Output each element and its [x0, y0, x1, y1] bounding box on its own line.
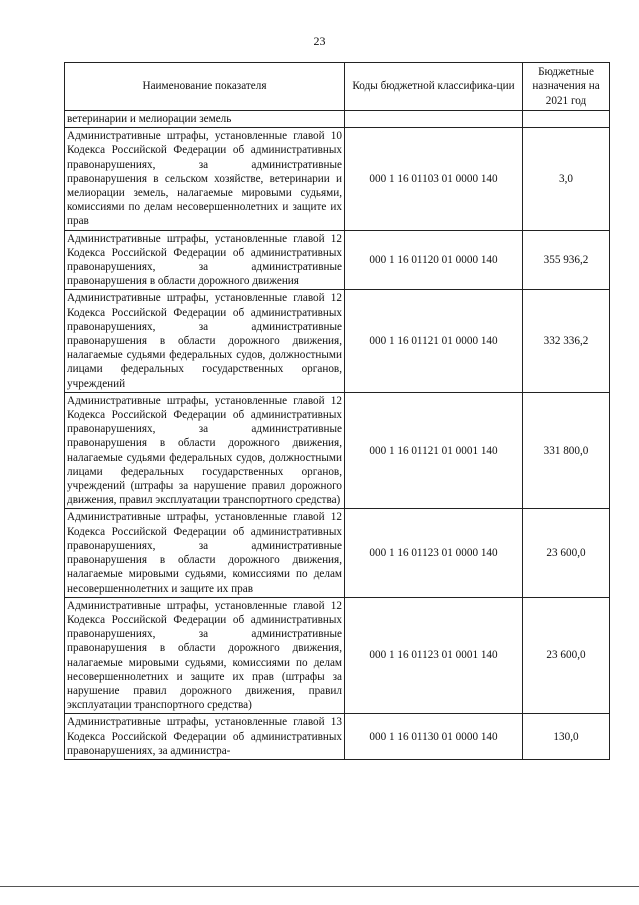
row-name: Административные штрафы, установленные главой 12 Кодекса Российской Федерации об административных правонарушениях, за административные правонарушения в области дорожного движения: [65, 230, 345, 290]
budget-table: [64, 62, 610, 760]
table-row: [65, 111, 610, 128]
row-amount: 332 336,2: [523, 290, 610, 392]
row-name: ветеринарии и мелиорации земель: [65, 111, 345, 128]
table-row: [65, 509, 610, 597]
row-code: 000 1 16 01123 01 0000 140: [345, 509, 523, 597]
row-code: 000 1 16 01120 01 0000 140: [345, 230, 523, 290]
table-row: [65, 714, 610, 760]
row-code: 000 1 16 01121 01 0001 140: [345, 392, 523, 509]
header-name: Наименование показателя: [65, 63, 345, 111]
row-code: 000 1 16 01103 01 0000 140: [345, 128, 523, 230]
row-amount: 23 600,0: [523, 597, 610, 714]
row-code: [345, 111, 523, 128]
row-name: Административные штрафы, установленные главой 12 Кодекса Российской Федерации об административных правонарушениях, за административные правонарушения в области дорожного движения, налагаемые судьями федеральных судов, должностными лицами федеральных государственных органов, учреждений (штрафы за нарушение правил дорожного движения, правил эксплуатации транспортного средства): [65, 392, 345, 509]
row-amount: 331 800,0: [523, 392, 610, 509]
table-row: [65, 290, 610, 392]
row-code: 000 1 16 01130 01 0000 140: [345, 714, 523, 760]
table-row: [65, 230, 610, 290]
table-row: [65, 392, 610, 509]
row-name: Административные штрафы, установленные главой 12 Кодекса Российской Федерации об административных правонарушениях, за административные правонарушения в области дорожного движения, налагаемые мировыми судьями, комиссиями по делам несовершеннолетних и защите их прав: [65, 509, 345, 597]
row-name: Административные штрафы, установленные главой 12 Кодекса Российской Федерации об административных правонарушениях, за административные правонарушения в области дорожного движения, налагаемые судьями федеральных судов, должностными лицами федеральных государственных органов, учреждений: [65, 290, 345, 392]
table-header-row: [65, 63, 610, 111]
header-amount: Бюджетные назначения на 2021 год: [523, 63, 610, 111]
row-code: 000 1 16 01121 01 0000 140: [345, 290, 523, 392]
row-amount: [523, 111, 610, 128]
row-name: Административные штрафы, установленные главой 12 Кодекса Российской Федерации об административных правонарушениях, за административные правонарушения в области дорожного движения, налагаемые мировыми судьями, комиссиями по делам несовершеннолетних и защите их прав (штрафы за нарушение правил дорожного движения, правил эксплуатации транспортного средства): [65, 597, 345, 714]
page-edge-divider: [0, 886, 639, 887]
header-code: Коды бюджетной классифика-ции: [345, 63, 523, 111]
row-amount: 355 936,2: [523, 230, 610, 290]
row-amount: 130,0: [523, 714, 610, 760]
table-row: [65, 128, 610, 230]
row-code: 000 1 16 01123 01 0001 140: [345, 597, 523, 714]
page-number: 23: [313, 34, 326, 48]
row-name: Административные штрафы, установленные главой 10 Кодекса Российской Федерации об административных правонарушениях, за административные правонарушения в сельском хозяйстве, ветеринарии и мелиорации земель, налагаемые мировыми судьями, комиссиями по делам несовершеннолетних и защите их прав: [65, 128, 345, 230]
row-name: Административные штрафы, установленные главой 13 Кодекса Российской Федерации об административных правонарушениях, за администра-: [65, 714, 345, 760]
table-row: [65, 597, 610, 714]
row-amount: 23 600,0: [523, 509, 610, 597]
row-amount: 3,0: [523, 128, 610, 230]
